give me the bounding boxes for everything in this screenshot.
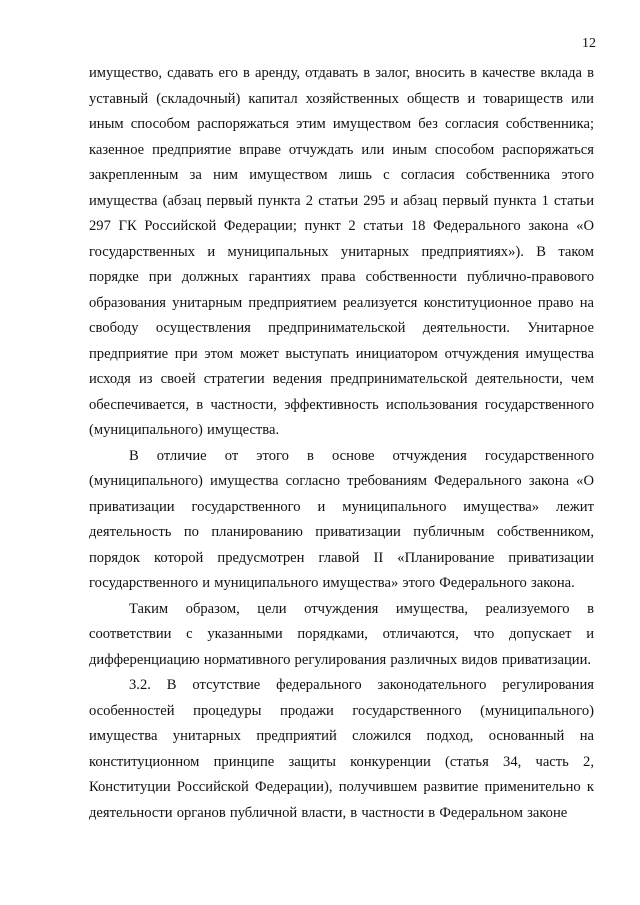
paragraph-continuation: имущество, сдавать его в аренду, отдавать в залог, вносить в качестве вклада в уставный (складочный) капитал хозяйственных обществ и товариществ или иным способом распоряжаться этим имуществом без согласия собственника; казенное предприятие вправе отчуждать или иным способом распоряжаться закрепленным за ним имуществом лишь с согласия собственника этого имущества (абзац первый пункта 2 статьи 295 и абзац первый пункта 1 статьи 297 ГК Российской Федерации; пункт 2 статьи 18 Федерального закона «О государственных и муниципальных унитарных предприятиях»). В таком порядке при должных гарантиях права собственности публично-правового образования унитарным предприятием реализуется конституционное право на свободу осуществления предпринимательской деятельности. Унитарное предприятие при этом может выступать инициатором отчуждения имущества исходя из своей стратегии ведения предпринимательской деятельности, чем обеспечивается, в частности, эффективность использования государственного (муниципального) имущества. <box>89 65 594 438</box>
paragraph-section-3-2: 3.2. В отсутствие федерального законодательного регулирования особенностей процедуры продажи государственного (муниципального) имущества унитарных предприятий сложился подход, основанный на конституционном принципе защиты конкуренции (статья 34, часть 2, Конституции Российской Федерации), получившем развитие применительно к деятельности органов публичной власти, в частности в Федеральном законе <box>89 677 594 821</box>
page-number: 12 <box>582 36 596 51</box>
paragraph-conclusion: Таким образом, цели отчуждения имущества, реализуемого в соответствии с указанными порядками, отличаются, что допускает и дифференциацию нормативного регулирования различных видов приватизации. <box>89 600 594 668</box>
document-body <box>89 61 594 826</box>
paragraph-privatization-planning: В отличие от этого в основе отчуждения государственного (муниципального) имущества согласно требованиям Федерального закона «О приватизации государственного и муниципального имущества» лежит деятельность по планированию приватизации публичным собственником, порядок которой предусмотрен главой II «Планирование приватизации государственного и муниципального имущества» этого Федерального закона. <box>89 447 594 591</box>
